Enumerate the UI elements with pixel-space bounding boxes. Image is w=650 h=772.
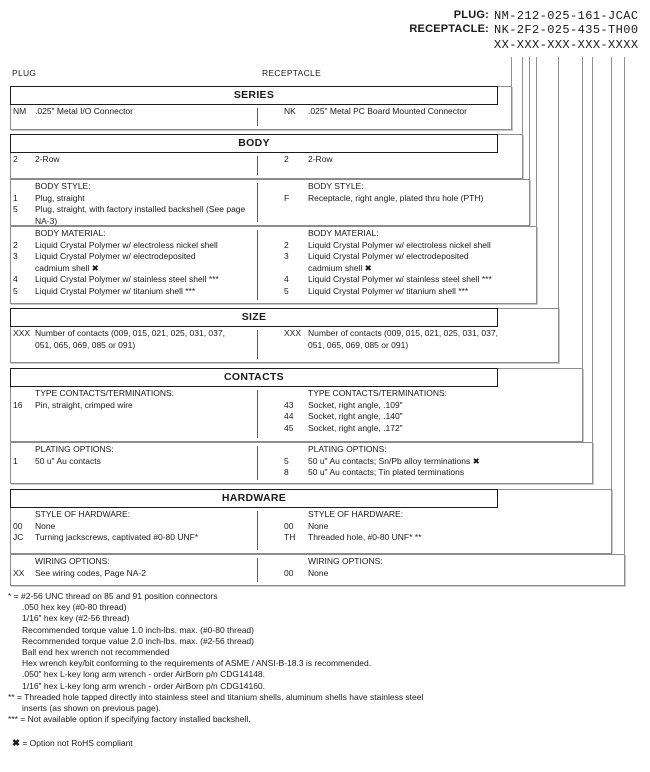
section-header-size: SIZE [10, 308, 498, 327]
body-row-receptacle-cell [258, 154, 519, 177]
option-code: NM [13, 106, 27, 116]
plating-receptacle-cell [258, 444, 589, 482]
option-code: 5 [284, 285, 289, 296]
option-code: 8 [284, 467, 289, 477]
option-desc: Liquid Crystal Polymer w/ stainless steel shell *** [308, 274, 492, 284]
option-code: 45 [284, 422, 294, 433]
option-code: 1 [13, 455, 18, 466]
body-section-box [10, 134, 523, 179]
option-desc: Threaded hole, #0-80 UNF* ** [308, 532, 422, 542]
column-label-receptacle: RECEPTACLE [262, 68, 322, 78]
option-item [12, 204, 256, 227]
option-item [12, 251, 256, 274]
cell-title: STYLE OF HARDWARE: [35, 509, 131, 519]
option-desc: 50 u" Au contacts; Tin plated terminations [308, 467, 465, 477]
leader-line-body-material [536, 57, 537, 226]
footnote-line: ** = Threaded hole tapped directly into stainless steel and titanium shells, aluminum shells have stainless steel [8, 691, 424, 702]
option-item [258, 286, 533, 298]
option-item [258, 106, 508, 118]
option-item [12, 240, 256, 252]
option-desc: Socket, right angle, .140" [308, 411, 403, 421]
body-row-plug-cell [12, 154, 256, 177]
leader-line-hardware [611, 57, 612, 489]
section-header-body: BODY [10, 134, 498, 153]
option-code: 2 [284, 154, 289, 164]
receptacle-part-label: RECEPTACLE: [409, 23, 489, 35]
option-item [12, 274, 256, 286]
option-item [258, 328, 555, 351]
option-code: 5 [13, 204, 18, 214]
leader-line-contact-type [582, 57, 583, 368]
option-code: 00 [284, 520, 294, 531]
option-code: 5 [13, 285, 18, 296]
footnote-line: *** = Not available option if specifying factory installed backshell. [8, 714, 251, 725]
footnote-line: 1/16" hex key (#2-56 thread) [22, 613, 130, 624]
option-item [258, 521, 608, 533]
wiring-plug-cell [12, 556, 256, 584]
footnote-line: Recommended torque value 2.0 inch-lbs. max. (#2-56 thread) [22, 635, 254, 646]
footnote-line: inserts (as shown on previous page). [22, 703, 161, 714]
option-item [258, 400, 579, 412]
option-code: 5 [284, 455, 289, 466]
option-item [258, 456, 589, 468]
option-item [258, 240, 533, 252]
cell-title: BODY MATERIAL: [35, 228, 106, 238]
option-desc: 50 u" Au contacts [35, 455, 101, 466]
option-code: 4 [284, 274, 289, 284]
option-desc: 50 u" Au contacts; Sn/Pb alloy terminations ✖ [308, 455, 480, 466]
leader-line-wiring [624, 57, 625, 554]
option-desc: Number of contacts (009, 015, 021, 025, 031, 037, 051, 065, 069, 085 or 091) [308, 328, 498, 350]
leader-line-plating [592, 57, 593, 442]
series-plug-cell [12, 106, 256, 128]
cell-title: PLATING OPTIONS: [35, 444, 114, 454]
option-item [258, 532, 608, 544]
series-section-box [10, 86, 512, 130]
cell-title: TYPE CONTACTS/TERMINATIONS: [308, 388, 447, 398]
option-desc: 2-Row [35, 154, 60, 164]
option-item [258, 154, 519, 166]
option-desc: Receptacle, right angle, plated thru hole (PTH) [308, 192, 484, 203]
option-desc: Liquid Crystal Polymer w/ stainless steel shell *** [35, 274, 219, 284]
option-item [258, 193, 526, 205]
option-code: 44 [284, 411, 294, 421]
option-item [258, 251, 533, 274]
option-item [12, 106, 256, 118]
option-code: 2 [13, 154, 18, 164]
footnote-rohs-line [8, 738, 642, 749]
option-code: 4 [13, 274, 18, 284]
plug-part-value: NM-212-025-161-JCAC [494, 9, 639, 23]
footnote-line: Hex wrench key/bit conforming to the requirements of ASME / ANSI-B-18.3 is recommended. [22, 658, 372, 669]
option-item [12, 193, 256, 205]
cell-title: WIRING OPTIONS: [308, 556, 383, 566]
leader-line-size [558, 57, 559, 308]
body-style-plug-cell [12, 181, 256, 224]
option-item [12, 456, 256, 468]
option-desc: .025" Metal I/O Connector [35, 106, 133, 116]
option-item [12, 568, 256, 580]
option-code: 16 [13, 399, 23, 410]
series-receptacle-cell [258, 106, 508, 128]
cell-title: BODY STYLE: [308, 181, 364, 191]
option-desc: 2-Row [308, 154, 333, 164]
option-code: XXX [284, 328, 302, 338]
cell-title: WIRING OPTIONS: [35, 556, 110, 566]
option-code: 1 [13, 192, 18, 203]
footnotes-block [8, 591, 642, 750]
option-desc: See wiring codes, Page NA-2 [35, 567, 147, 578]
option-item [12, 400, 256, 412]
footnote-line: 1/16" hex L-key long arm wrench - order AirBorn p/n CDG14160. [22, 680, 266, 691]
body-style-receptacle-cell [258, 181, 526, 224]
option-code: F [284, 192, 290, 203]
option-code: 3 [284, 251, 289, 261]
option-item [258, 274, 533, 286]
option-code: 3 [13, 251, 18, 261]
wiring-receptacle-cell [258, 556, 621, 584]
option-code: 00 [13, 520, 23, 531]
cell-title: TYPE CONTACTS/TERMINATIONS: [35, 388, 174, 398]
wiring-row-box [10, 554, 625, 586]
hardware-style-plug-cell [12, 509, 256, 552]
option-item [12, 521, 256, 533]
footnote-line: * = #2-56 UNC thread on 85 and 91 position connectors [8, 591, 218, 601]
footnote-rohs-text: = Option not RoHS compliant [22, 738, 133, 749]
body-material-plug-cell [12, 228, 256, 302]
option-item [12, 154, 256, 166]
receptacle-part-value: NK-2F2-025-435-TH00 [494, 23, 639, 37]
plating-row-box [10, 442, 593, 484]
column-label-plug: PLUG [12, 68, 37, 78]
body-style-row-box [10, 179, 530, 226]
size-plug-cell [12, 328, 256, 361]
contacts-section-box [10, 368, 583, 442]
option-code: TH [284, 532, 296, 542]
option-desc: Liquid Crystal Polymer w/ electrodeposited cadmium shell ✖ [308, 251, 469, 273]
option-desc: .025" Metal PC Board Mounted Connector [308, 106, 467, 116]
option-desc: Pin, straight, crimped wire [35, 399, 133, 410]
option-desc: Plug, straight [35, 192, 85, 203]
option-desc: Turning jackscrews, captivated #0-80 UNF* [35, 532, 199, 542]
option-desc: Liquid Crystal Polymer w/ electrodeposited cadmium shell ✖ [35, 251, 196, 273]
option-item [258, 411, 579, 423]
hardware-section-box [10, 489, 612, 554]
option-code: XX [13, 567, 25, 578]
part-number-mask: XX-XXX-XXX-XXX-XXXX [494, 38, 639, 52]
cell-title: PLATING OPTIONS: [308, 444, 387, 454]
option-item [12, 532, 256, 544]
plating-plug-cell [12, 444, 256, 482]
option-desc: None [35, 520, 56, 531]
option-code: JC [13, 532, 24, 542]
footnote-line: .050" hex L-key long arm wrench - order AirBorn p/n CDG14148. [22, 669, 266, 680]
option-item [258, 467, 589, 479]
size-section-box [10, 308, 559, 363]
option-code: NK [284, 106, 296, 116]
option-item [12, 286, 256, 298]
option-code: 2 [13, 239, 18, 250]
option-desc: Liquid Crystal Polymer w/ titanium shell *** [308, 285, 469, 296]
section-header-series: SERIES [10, 86, 498, 105]
option-desc: Socket, right angle, .172" [308, 422, 403, 433]
leader-line-series [511, 57, 512, 86]
option-desc: Liquid Crystal Polymer w/ electroless nickel shell [35, 239, 218, 250]
footnote-line: Recommended torque value 1.0 inch-lbs. max. (#0-80 thread) [22, 624, 254, 635]
option-item [258, 568, 621, 580]
option-desc: Liquid Crystal Polymer w/ titanium shell *** [35, 285, 196, 296]
cell-title: BODY MATERIAL: [308, 228, 379, 238]
body-material-row-box [10, 226, 537, 304]
option-code: 00 [284, 567, 294, 578]
option-desc: Socket, right angle, .109" [308, 399, 403, 410]
option-code: 43 [284, 399, 294, 410]
section-header-hardware: HARDWARE [10, 489, 498, 508]
section-header-contacts: CONTACTS [10, 368, 498, 387]
size-receptacle-cell [258, 328, 555, 361]
contact-type-receptacle-cell [258, 388, 579, 440]
leader-line-body-style [529, 57, 530, 179]
option-item [258, 423, 579, 435]
option-code: XXX [13, 328, 31, 338]
option-desc: Number of contacts (009, 015, 021, 025, 031, 037, 051, 065, 069, 085 or 091) [35, 328, 225, 350]
footnote-line: Ball end hex wrench not recommended [22, 647, 170, 658]
option-desc: Plug, straight, with factory installed backshell (See page NA-3) [35, 204, 246, 226]
contact-type-plug-cell [12, 388, 256, 440]
not-rohs-icon: ✖ [12, 738, 20, 750]
option-desc: None [308, 520, 329, 531]
hardware-style-receptacle-cell [258, 509, 608, 552]
cell-title: STYLE OF HARDWARE: [308, 509, 404, 519]
option-code: 2 [284, 239, 289, 250]
leader-line-body-row [522, 57, 523, 134]
footnote-line: .050 hex key (#0-80 thread) [22, 602, 127, 613]
option-desc: None [308, 567, 329, 578]
cell-title: BODY STYLE: [35, 181, 91, 191]
option-item [12, 328, 256, 351]
option-desc: Liquid Crystal Polymer w/ electroless nickel shell [308, 239, 491, 250]
plug-part-label: PLUG: [453, 9, 489, 21]
body-material-receptacle-cell [258, 228, 533, 302]
